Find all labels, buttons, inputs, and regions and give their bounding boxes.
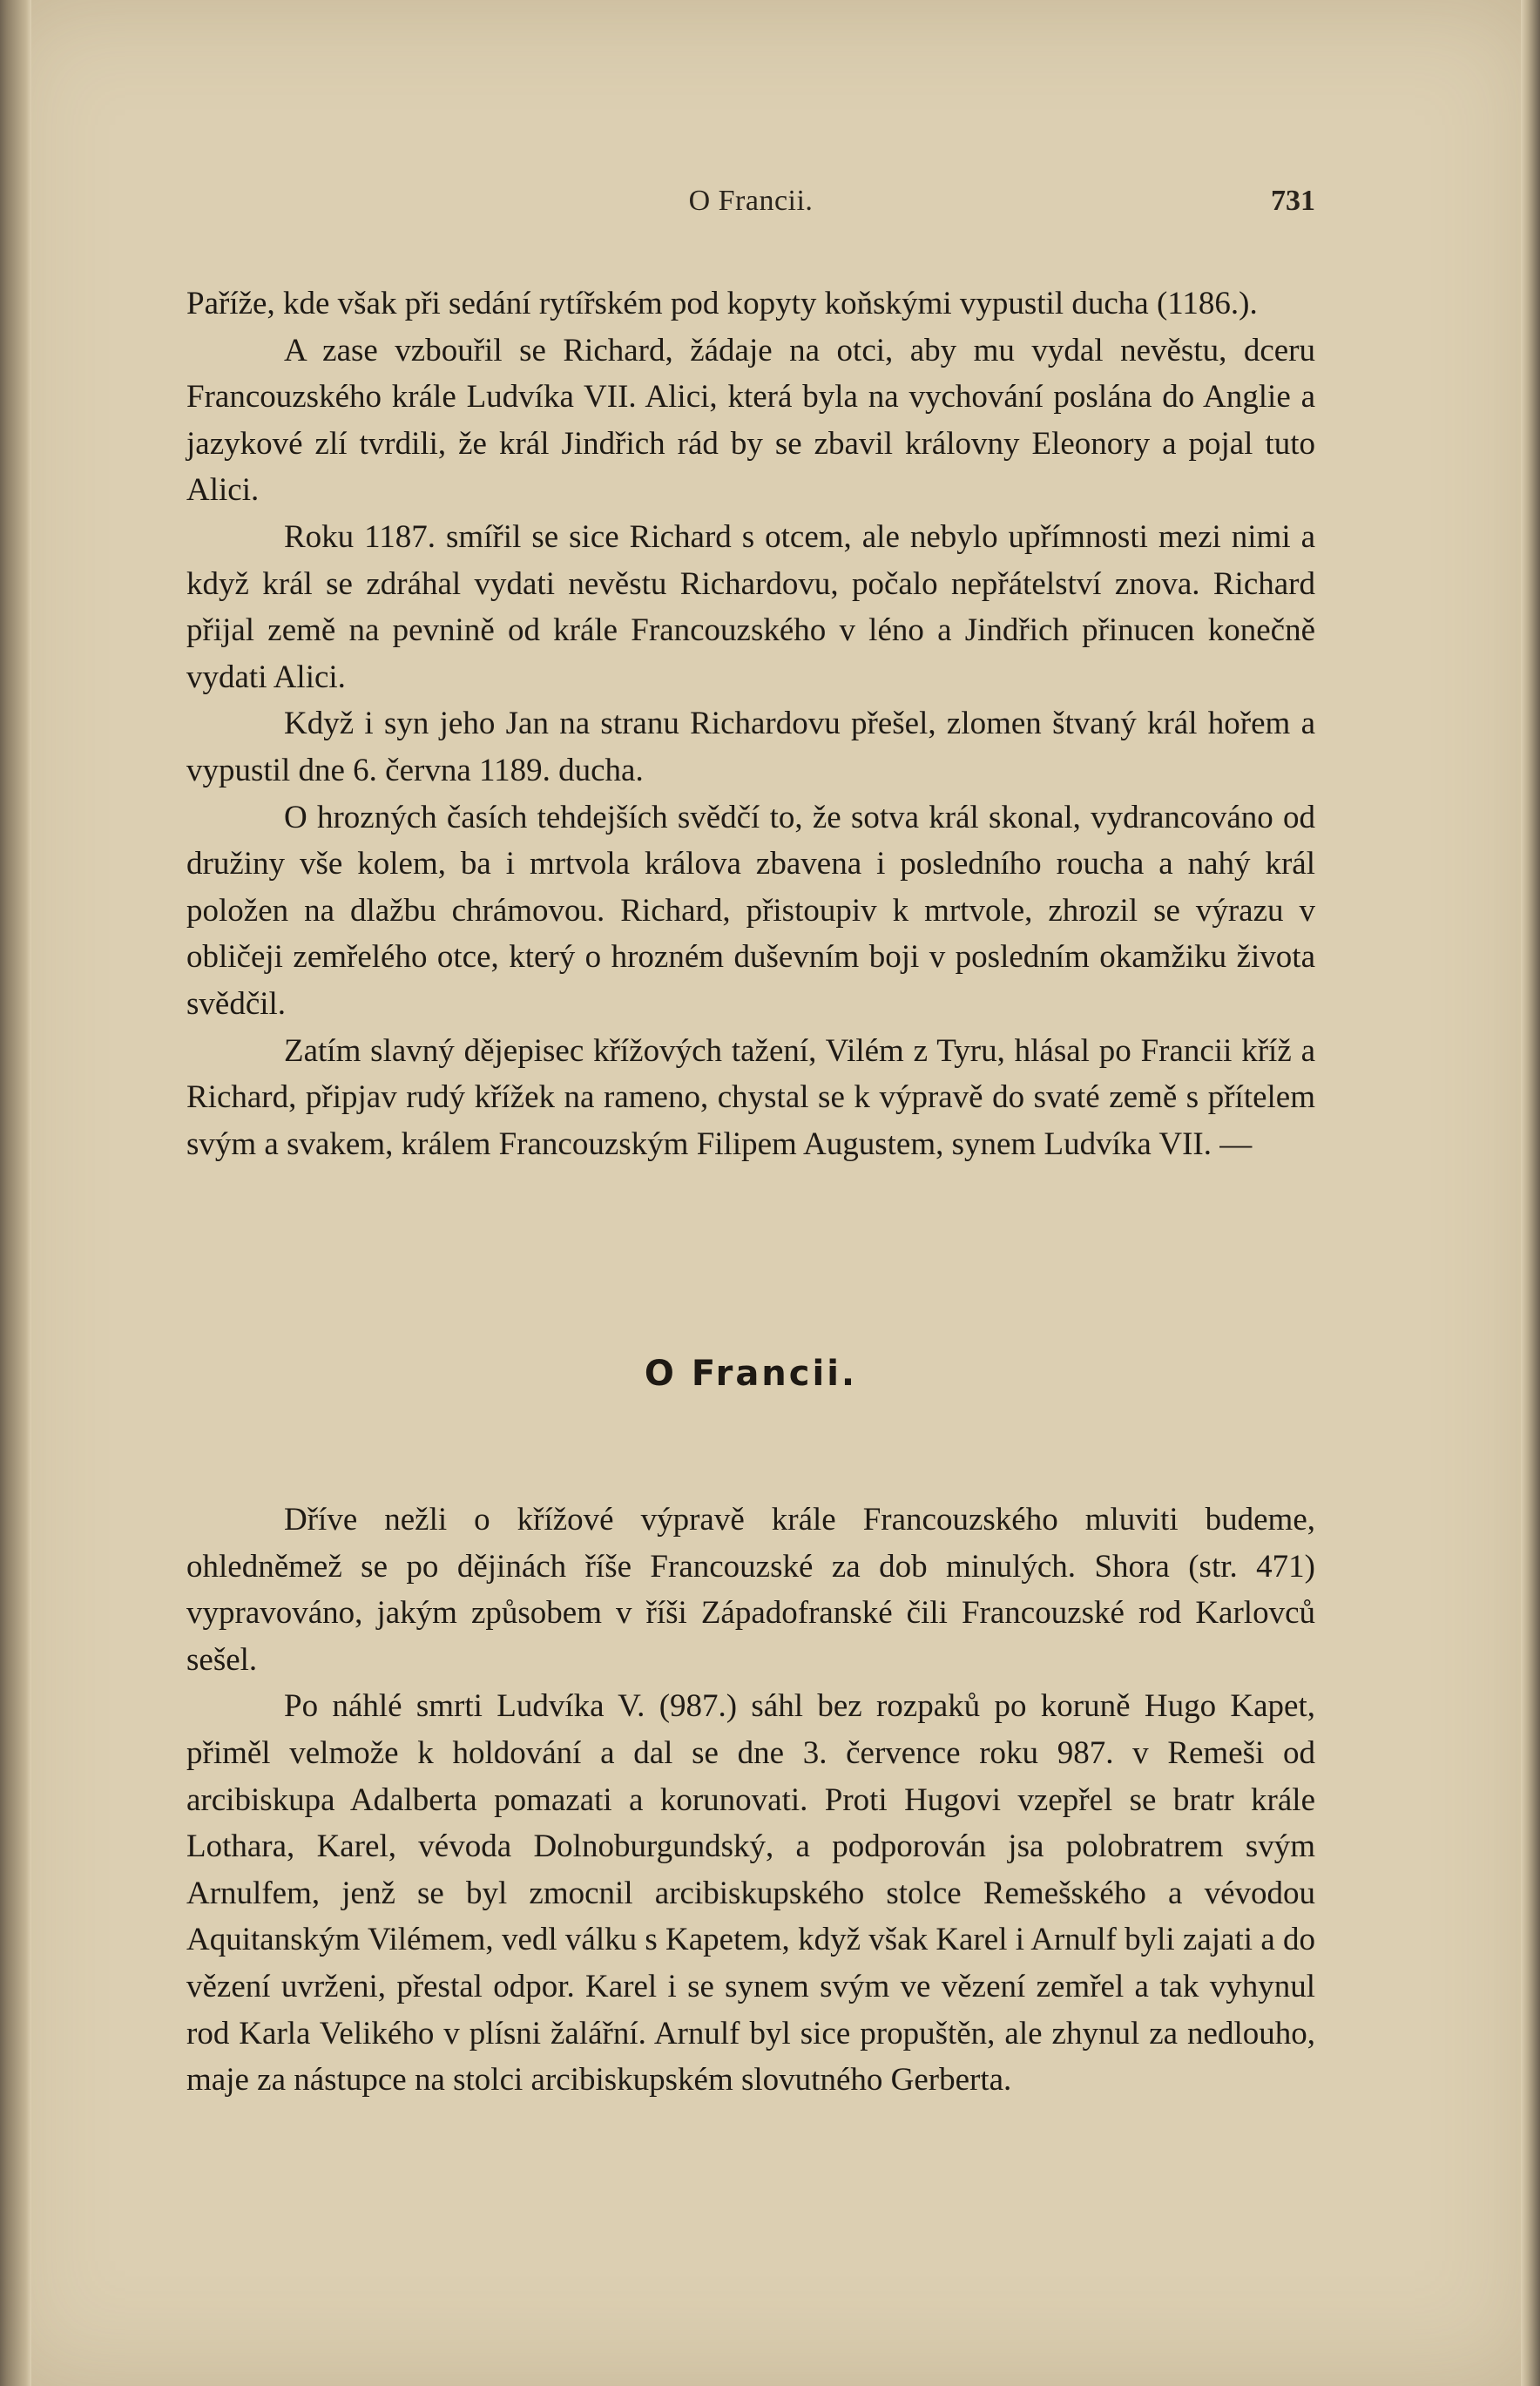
- section-heading: O Francii.: [644, 1354, 858, 1394]
- paragraph: Zatím slavný dějepisec křížových tažení, Vilém z Tyru, hlásal po Francii kříž a Richard, připjav rudý křížek na rameno, chystal se k výpravě do svaté země s přítelem svým a svakem, králem Francouzským Filipem Augustem, synem Ludvíka VII. —: [186, 1032, 1315, 1162]
- paragraph: Dříve nežli o křížové výpravě krále Francouzského mluviti budeme, ohledněmež se po dějinách říše Francouzské za dob minulých. Shora (str. 471) vypravováno, jakým způsobem v říši Západofranské čili Francouzské rod Karlovců sešel.: [186, 1502, 1315, 1678]
- page-number: 731: [1271, 185, 1315, 217]
- paragraph: Paříže, kde však při sedání rytířském pod kopyty koňskými vypustil ducha (1186.).: [186, 286, 1258, 321]
- page-outer-edge: [1521, 0, 1540, 2386]
- paragraph: Roku 1187. smířil se sice Richard s otcem, ale nebylo upřímnosti mezi nimi a když král se zdráhal vydati nevěstu Richardovu, počalo nepřátelství znova. Richard přijal země na pevnině od krále Francouzského v léno a Jindřich přinucen konečně vydati Alici.: [186, 518, 1315, 695]
- paragraph: Když i syn jeho Jan na stranu Richardovu přešel, zlomen štvaný král hořem a vypustil dne 6. června 1189. ducha.: [186, 706, 1315, 788]
- running-title: O Francii.: [688, 185, 814, 217]
- paragraph: O hrozných časích tehdejších svědčí to, že sotva král skonal, vydrancováno od družiny vše kolem, ba i mrtvola králova zbavena i posledního roucha a nahý král položen na dlažbu chrámovou. Richard, přistoupiv k mrtvole, zhrozil se výrazu v obličeji zemřelého otce, který o hrozném duševním boji v posledním okamžiku života svědčil.: [186, 799, 1315, 1022]
- section-text-francie: [186, 1497, 1315, 2104]
- paragraph: A zase vzbouřil se Richard, žádaje na otci, aby mu vydal nevěstu, dceru Francouzského krále Ludvíka VII. Alici, která byla na vychování poslána do Anglie a jazykové zlí tvrdili, že král Jindřich rád by se zbavil královny Eleonory a pojal tuto Alici.: [186, 332, 1315, 509]
- book-binding-edge: [0, 0, 31, 2386]
- paragraph: Po náhlé smrti Ludvíka V. (987.) sáhl bez rozpaků po koruně Hugo Kapet, přiměl velmože k holdování a dal se dne 3. července roku 987. v Remeši od arcibiskupa Adalberta pomazati a korunovati. Proti Hugovi vzepřel se bratr krále Lothara, Karel, vévoda Dolnoburgundský, a podporován jsa polobratrem svým Arnulfem, jenž se byl zmocnil arcibiskupského stolce Remešského a vévodou Aquitanským Vilémem, vedl válku s Kapetem, když však Karel i Arnulf byli zajati a do vězení uvrženi, přestal odpor. Karel i se synem svým ve vězení zemřel a tak vyhynul rod Karla Velikého v plísni žalářní. Arnulf byl sice propuštěn, ale zhynul za nedlouho, maje za nástupce na stolci arcibiskupském slovutného Gerberta.: [186, 1688, 1315, 2099]
- page-header: [186, 185, 1315, 226]
- section-text-richard: [186, 281, 1315, 1167]
